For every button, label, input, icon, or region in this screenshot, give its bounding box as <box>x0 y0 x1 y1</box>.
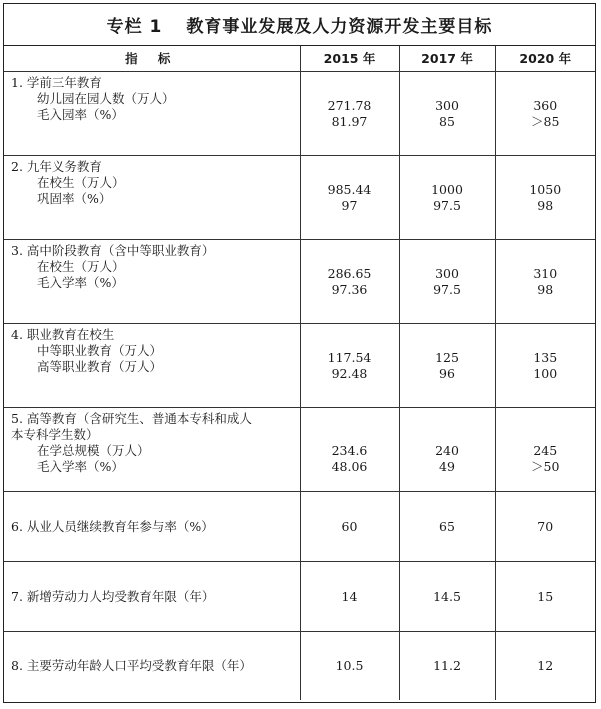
value-2020: 70 <box>495 492 595 562</box>
column-box <box>3 3 596 703</box>
indicator-cell: 6. 从业人员继续教育年参与率（%） <box>4 492 300 562</box>
value-2015: 117.54 92.48 <box>300 324 399 408</box>
indicator-cell: 7. 新增劳动力人均受教育年限（年） <box>4 562 300 632</box>
table-row <box>4 156 595 240</box>
value-2020: 360 ＞85 <box>495 72 595 156</box>
value-2015: 14 <box>300 562 399 632</box>
value-2015: 985.44 97 <box>300 156 399 240</box>
indicator-cell: 1. 学前三年教育 幼儿园在园人数（万人） 毛入园率（%） <box>4 72 300 156</box>
value-2017: 300 97.5 <box>399 240 495 324</box>
table-row <box>4 492 595 562</box>
value-2020: 1050 98 <box>495 156 595 240</box>
indicator-cell: 8. 主要劳动年龄人口平均受教育年限（年） <box>4 632 300 700</box>
table-row <box>4 408 595 492</box>
indicator-cell: 4. 职业教育在校生 中等职业教育（万人） 高等职业教育（万人） <box>4 324 300 408</box>
value-2017: 11.2 <box>399 632 495 700</box>
indicator-cell: 3. 高中阶段教育（含中等职业教育） 在校生（万人） 毛入学率（%） <box>4 240 300 324</box>
value-2020: 310 98 <box>495 240 595 324</box>
header-2015: 2015 年 <box>300 46 399 72</box>
box-label: 专栏 1 <box>106 17 163 37</box>
targets-table <box>4 46 595 700</box>
value-2017: 125 96 <box>399 324 495 408</box>
value-2020: 15 <box>495 562 595 632</box>
table-row <box>4 632 595 700</box>
value-2017: 300 85 <box>399 72 495 156</box>
value-2015: 234.6 48.06 <box>300 408 399 492</box>
box-title <box>4 4 595 46</box>
header-2020: 2020 年 <box>495 46 595 72</box>
value-2020: 135 100 <box>495 324 595 408</box>
table-row <box>4 324 595 408</box>
value-2017: 14.5 <box>399 562 495 632</box>
value-2017: 240 49 <box>399 408 495 492</box>
value-2017: 1000 97.5 <box>399 156 495 240</box>
indicator-cell: 2. 九年义务教育 在校生（万人） 巩固率（%） <box>4 156 300 240</box>
table-row <box>4 562 595 632</box>
indicator-cell: 5. 高等教育（含研究生、普通本专科和成人 本专科学生数） 在学总规模（万人） 毛入学率（%） <box>4 408 300 492</box>
table-row <box>4 72 595 156</box>
value-2015: 271.78 81.97 <box>300 72 399 156</box>
header-2017: 2017 年 <box>399 46 495 72</box>
box-title-text: 教育事业发展及人力资源开发主要目标 <box>186 17 493 37</box>
value-2015: 10.5 <box>300 632 399 700</box>
value-2017: 65 <box>399 492 495 562</box>
table-row <box>4 240 595 324</box>
value-2015: 286.65 97.36 <box>300 240 399 324</box>
value-2015: 60 <box>300 492 399 562</box>
value-2020: 12 <box>495 632 595 700</box>
value-2020: 245 ＞50 <box>495 408 595 492</box>
table-header-row <box>4 46 595 72</box>
header-indicator: 指 标 <box>4 46 300 72</box>
